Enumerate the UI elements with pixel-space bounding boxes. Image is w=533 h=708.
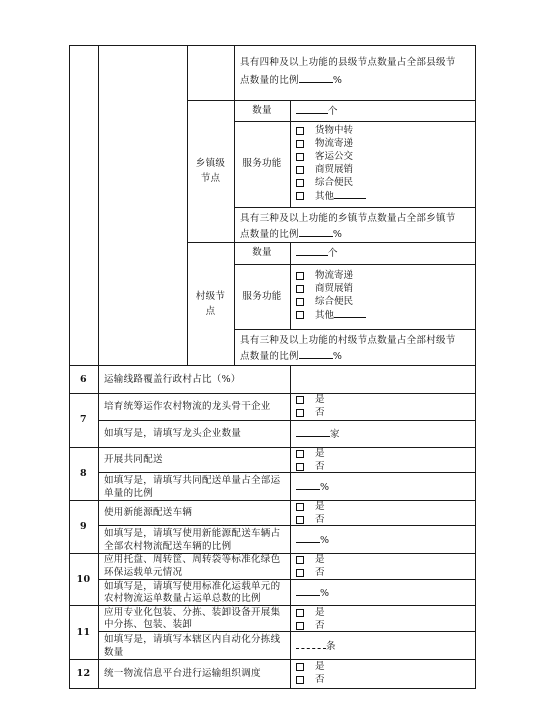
- township-count-label: 数量: [252, 105, 272, 116]
- township-service-label: 服务功能: [242, 158, 282, 169]
- row-12-yes-label: 是: [315, 661, 325, 672]
- row-7-count-field[interactable]: [296, 427, 340, 441]
- checkbox-village-service-1[interactable]: [296, 285, 304, 293]
- checkbox-township-service-1[interactable]: [296, 140, 304, 148]
- checkbox-township-service-2[interactable]: [296, 153, 304, 161]
- row-number-9: 9: [80, 521, 87, 532]
- row-number-6: 6: [80, 374, 87, 385]
- checkbox-village-service-3[interactable]: [296, 311, 304, 319]
- township-service-2: 客运公交: [315, 151, 354, 162]
- village-other-field[interactable]: [334, 308, 366, 318]
- row-line: [69, 365, 476, 366]
- township-service-0: 货物中转: [315, 125, 354, 136]
- row-10-question-line2: 环保运载单元情况: [104, 567, 183, 578]
- row-11-no-label: 否: [315, 620, 325, 631]
- village-label-line2: 点: [205, 306, 216, 317]
- row-8-no-label: 否: [315, 461, 325, 472]
- village-count-field[interactable]: [296, 246, 338, 260]
- row-line: [234, 121, 476, 122]
- village-ratio-line2: 点数量的比例 %: [240, 351, 343, 362]
- township-other-field[interactable]: [334, 189, 366, 199]
- row-number-11: 11: [76, 627, 91, 638]
- county-ratio-line2: 点数量的比例 %: [240, 75, 343, 86]
- county-ratio-unit: %: [332, 75, 343, 86]
- checkbox-township-service-3[interactable]: [296, 166, 304, 174]
- checkbox-row-12-yes[interactable]: [296, 663, 304, 671]
- row-11-count-field[interactable]: [296, 640, 336, 653]
- row-9-yes-label: 是: [315, 501, 325, 512]
- township-service-4: 综合便民: [315, 177, 354, 188]
- row-line: [69, 393, 476, 394]
- col-line: [290, 242, 291, 329]
- col-line: [98, 45, 99, 688]
- township-count-unit: 个: [328, 106, 338, 117]
- table-border-left: [69, 45, 70, 688]
- village-count-unit: 个: [328, 248, 338, 259]
- row-11-unit: 条: [326, 641, 336, 652]
- row-line: [69, 659, 476, 660]
- checkbox-row-11-no[interactable]: [296, 622, 304, 630]
- row-12-no-label: 否: [315, 674, 325, 685]
- row-line: [98, 525, 476, 526]
- row-7-followup: 如填写是，请填写龙头企业数量: [104, 428, 242, 439]
- checkbox-township-service-5[interactable]: [296, 192, 304, 200]
- row-9-ratio-field[interactable]: [296, 533, 329, 547]
- row-9-question: 使用新能源配送车辆: [104, 507, 193, 518]
- row-line: [69, 447, 476, 448]
- checkbox-row-9-yes[interactable]: [296, 503, 304, 511]
- village-service-3: 其他: [315, 310, 335, 321]
- row-line: [234, 329, 476, 330]
- village-count-label: 数量: [252, 247, 272, 258]
- row-line: [187, 100, 476, 101]
- township-ratio-line2: 点数量的比例 %: [240, 229, 343, 240]
- row-9-followup-line1: 如填写是，请填写使用新能源配送车辆占: [104, 528, 281, 539]
- row-6-question: 运输线路覆盖行政村占比（%）: [104, 374, 241, 385]
- row-line: [98, 631, 476, 632]
- checkbox-row-7-yes[interactable]: [296, 396, 304, 404]
- row-9-followup-line2: 全部农村物流配送车辆的比例: [104, 541, 232, 552]
- row-10-ratio-field[interactable]: [296, 586, 329, 600]
- col-line: [234, 45, 235, 365]
- row-9-no-label: 否: [315, 514, 325, 525]
- checkbox-row-12-no[interactable]: [296, 676, 304, 684]
- row-line: [187, 242, 476, 243]
- col-line: [290, 365, 291, 688]
- row-7-no-label: 否: [315, 407, 325, 418]
- village-ratio-line1: 具有三种及以上功能的村级节点数量占全部村级节: [240, 335, 456, 346]
- row-8-ratio-field[interactable]: [296, 480, 329, 494]
- village-service-2: 综合便民: [315, 296, 354, 307]
- row-number-7: 7: [80, 414, 87, 425]
- township-service-5: 其他: [315, 191, 335, 202]
- row-8-question: 开展共同配送: [104, 454, 163, 465]
- row-8-unit: %: [320, 482, 330, 493]
- row-11-followup-line1: 如填写是，请填写本辖区内自动化分拣线: [104, 634, 281, 645]
- township-ratio-line1: 具有三种及以上功能的乡镇节点数量占全部乡镇节: [240, 213, 456, 224]
- row-9-unit: %: [320, 535, 330, 546]
- checkbox-row-11-yes[interactable]: [296, 609, 304, 617]
- row-line: [234, 207, 476, 208]
- row-8-followup-line1: 如填写是，请填写共同配送单量占全部运: [104, 475, 281, 486]
- checkbox-row-7-no[interactable]: [296, 409, 304, 417]
- village-service-1: 商贸展销: [315, 283, 354, 294]
- col-line: [290, 100, 291, 207]
- row-10-yes-label: 是: [315, 554, 325, 565]
- row-7-unit: 家: [330, 429, 340, 440]
- table-border-bottom: [69, 688, 476, 689]
- checkbox-row-8-yes[interactable]: [296, 450, 304, 458]
- row-line: [69, 500, 476, 501]
- row-11-followup-line2: 数量: [104, 647, 124, 658]
- row-line: [98, 420, 476, 421]
- township-label-line2: 节点: [200, 173, 221, 184]
- township-ratio-unit: %: [332, 229, 343, 240]
- village-label-line1: 村级节: [195, 291, 226, 302]
- village-ratio-unit: %: [332, 351, 343, 362]
- row-number-10: 10: [76, 574, 91, 585]
- village-service-0: 物流寄递: [315, 270, 354, 281]
- row-8-followup-line2: 单量的比例: [104, 488, 154, 499]
- township-service-1: 物流寄递: [315, 138, 354, 149]
- township-label-line1: 乡镇级: [195, 158, 226, 169]
- township-service-other: [315, 189, 366, 203]
- row-11-question-line1: 应用专业化包装、分拣、装卸设备开展集: [104, 607, 281, 618]
- village-service-label: 服务功能: [242, 291, 282, 302]
- row-12-question: 统一物流信息平台进行运输组织调度: [104, 668, 261, 679]
- table-border-right: [475, 45, 476, 688]
- row-11-yes-label: 是: [315, 607, 325, 618]
- table-border-top: [69, 45, 476, 46]
- township-count-field[interactable]: [296, 104, 338, 118]
- row-10-followup-line2: 农村物流运单数量占运单总数的比例: [104, 593, 261, 604]
- county-ratio-line1: 具有四种及以上功能的县级节点数量占全部县级节: [240, 57, 456, 68]
- checkbox-village-service-0[interactable]: [296, 272, 304, 280]
- row-line: [234, 264, 476, 265]
- row-10-no-label: 否: [315, 567, 325, 578]
- row-number-12: 12: [76, 668, 91, 679]
- row-8-yes-label: 是: [315, 448, 325, 459]
- checkbox-row-10-no[interactable]: [296, 569, 304, 577]
- checkbox-row-8-no[interactable]: [296, 463, 304, 471]
- checkbox-village-service-2[interactable]: [296, 298, 304, 306]
- row-11-question-line2: 中分拣、包装、装卸: [104, 619, 193, 630]
- row-10-question-line1: 应用托盘、周转筐、周转袋等标准化绿色: [104, 554, 281, 565]
- checkbox-township-service-4[interactable]: [296, 179, 304, 187]
- checkbox-township-service-0[interactable]: [296, 127, 304, 135]
- township-service-3: 商贸展销: [315, 164, 354, 175]
- row-line: [98, 472, 476, 473]
- row-number-8: 8: [80, 468, 87, 479]
- checkbox-row-10-yes[interactable]: [296, 556, 304, 564]
- checkbox-row-9-no[interactable]: [296, 516, 304, 524]
- row-10-unit: %: [320, 588, 330, 599]
- row-10-followup-line1: 如填写是，请填写使用标准化运载单元的: [104, 581, 281, 592]
- row-7-yes-label: 是: [315, 394, 325, 405]
- village-service-other: [315, 308, 366, 322]
- row-7-question: 培育统筹运作农村物流的龙头骨干企业: [104, 401, 271, 412]
- township-ratio-field[interactable]: [299, 227, 333, 237]
- village-ratio-field[interactable]: [299, 349, 333, 359]
